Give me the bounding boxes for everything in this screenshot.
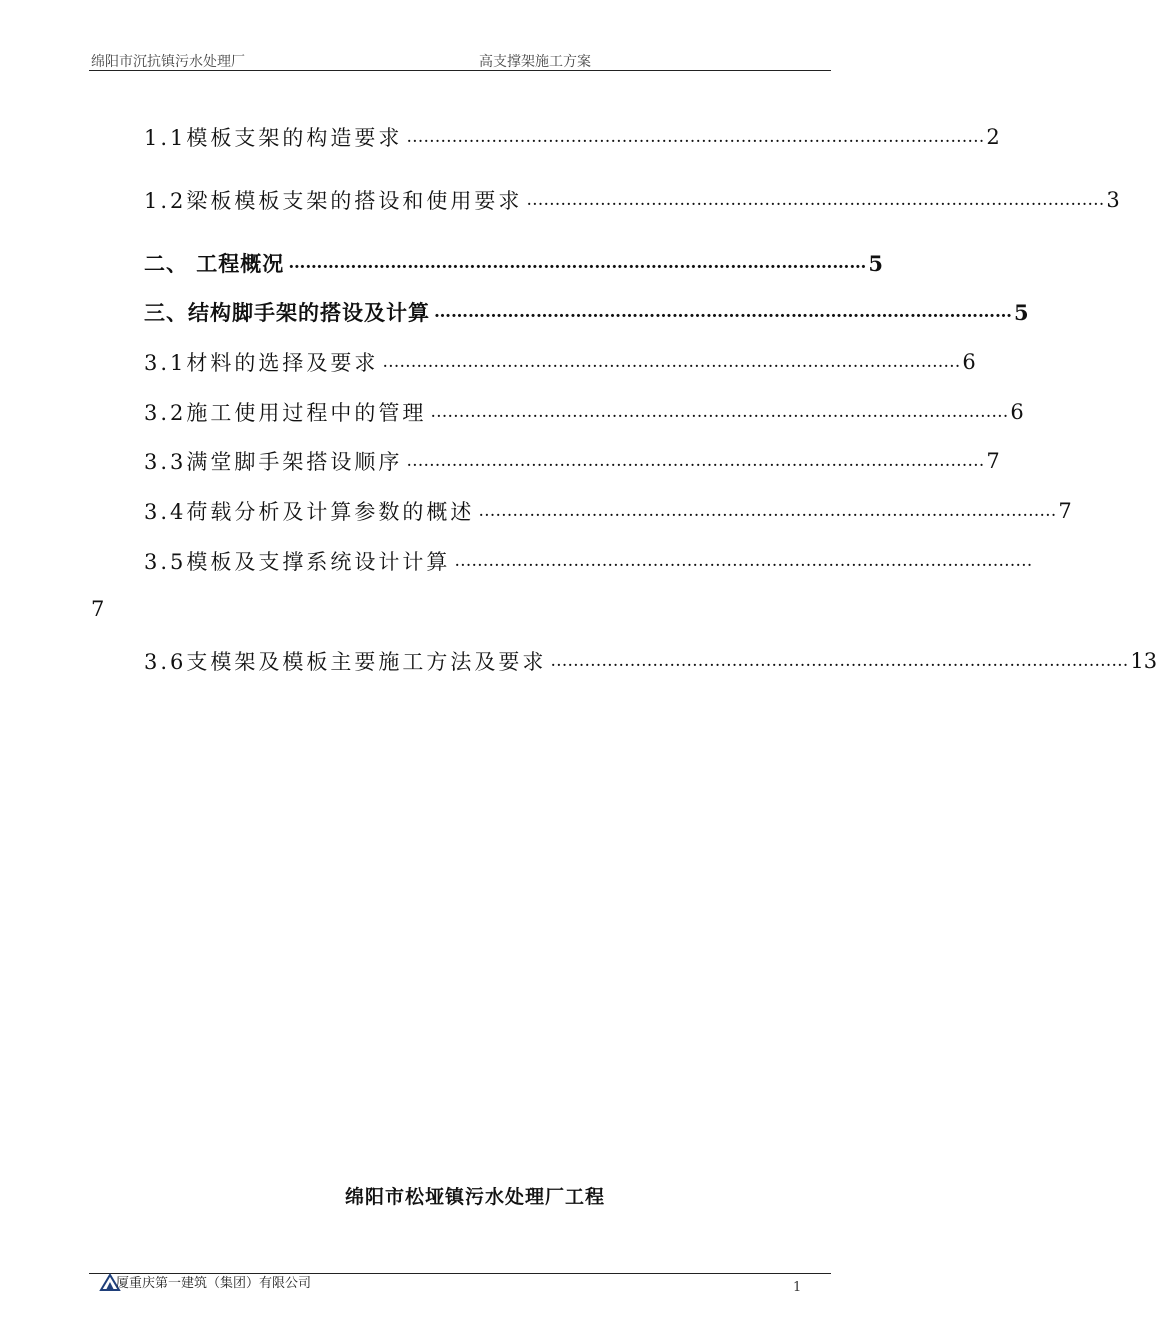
toc-leader-dots: ………………………………………………………………………………………… <box>382 352 961 372</box>
toc-leader-dots: ………………………………………………………………………………………… <box>288 253 867 273</box>
toc-entry-label: 3.3满堂脚手架搭设顺序 <box>144 450 403 474</box>
toc-leader-dots: ………………………………………………………………………………………… <box>434 302 1012 322</box>
toc-entry[interactable] <box>144 443 1000 479</box>
toc-leader-dots: ………………………………………………………………………………………… <box>406 127 985 147</box>
toc-entry-label: 3.4荷载分析及计算参数的概述 <box>144 500 475 524</box>
toc-leader-dots: ………………………………………………………………………………………… <box>526 190 1105 210</box>
toc-entry-page: 6 <box>962 350 976 374</box>
toc-entry[interactable] <box>144 543 1033 579</box>
toc-entry[interactable] <box>144 344 976 380</box>
toc-entry[interactable] <box>144 119 1000 155</box>
toc-entry[interactable] <box>144 643 1157 679</box>
toc-entry-page: 3 <box>1106 188 1120 212</box>
toc-entry[interactable] <box>144 394 1024 430</box>
toc-entry[interactable] <box>144 493 1072 529</box>
toc-wrapped-page-number: 7 <box>91 597 105 621</box>
toc-leader-dots: ………………………………………………………………………………………… <box>478 501 1057 521</box>
toc-entry-label: 1.1模板支架的构造要求 <box>144 126 403 150</box>
toc-entry-page: 2 <box>986 125 1000 149</box>
toc-leader-dots: ………………………………………………………………………………………… <box>430 402 1009 422</box>
toc-entry[interactable] <box>144 294 1029 330</box>
toc-entry[interactable] <box>144 182 1120 218</box>
toc-leader-dots: ………………………………………………………………………………………… <box>550 651 1129 671</box>
toc-entry[interactable] <box>144 245 883 281</box>
toc-entry-page: 5 <box>1014 299 1029 325</box>
toc-entry-label: 3.5模板及支撑系统设计计算 <box>144 550 451 574</box>
toc-entry-label: 3.2施工使用过程中的管理 <box>144 401 427 425</box>
header-project-name: 绵阳市沉抗镇污水处理厂 <box>91 54 245 70</box>
toc-entry-label: 3.1材料的选择及要求 <box>144 351 379 375</box>
header-document-title: 高支撑架施工方案 <box>479 54 591 70</box>
footer-company-name: 厦重庆第一建筑（集团）有限公司 <box>116 1276 312 1291</box>
project-title: 绵阳市松垭镇污水处理厂工程 <box>344 1186 605 1208</box>
toc-entry-page: 5 <box>868 250 883 276</box>
footer-page-number: 1 <box>793 1280 802 1295</box>
toc-leader-dots: ………………………………………………………………………………………… <box>454 551 1033 571</box>
toc-entry-label: 二、 工程概况 <box>144 252 285 276</box>
toc-entry-page: 6 <box>1010 400 1024 424</box>
toc-entry-page: 7 <box>986 449 1000 473</box>
toc-entry-label: 三、结构脚手架的搭设及计算 <box>144 301 430 325</box>
toc-entry-page: 7 <box>1058 499 1072 523</box>
toc-entry-label: 3.6支模架及模板主要施工方法及要求 <box>144 650 547 674</box>
header-rule <box>89 70 831 71</box>
toc-entry-label: 1.2梁板模板支架的搭设和使用要求 <box>144 189 523 213</box>
toc-entry-page: 13 <box>1130 649 1157 673</box>
toc-leader-dots: ………………………………………………………………………………………… <box>406 451 985 471</box>
